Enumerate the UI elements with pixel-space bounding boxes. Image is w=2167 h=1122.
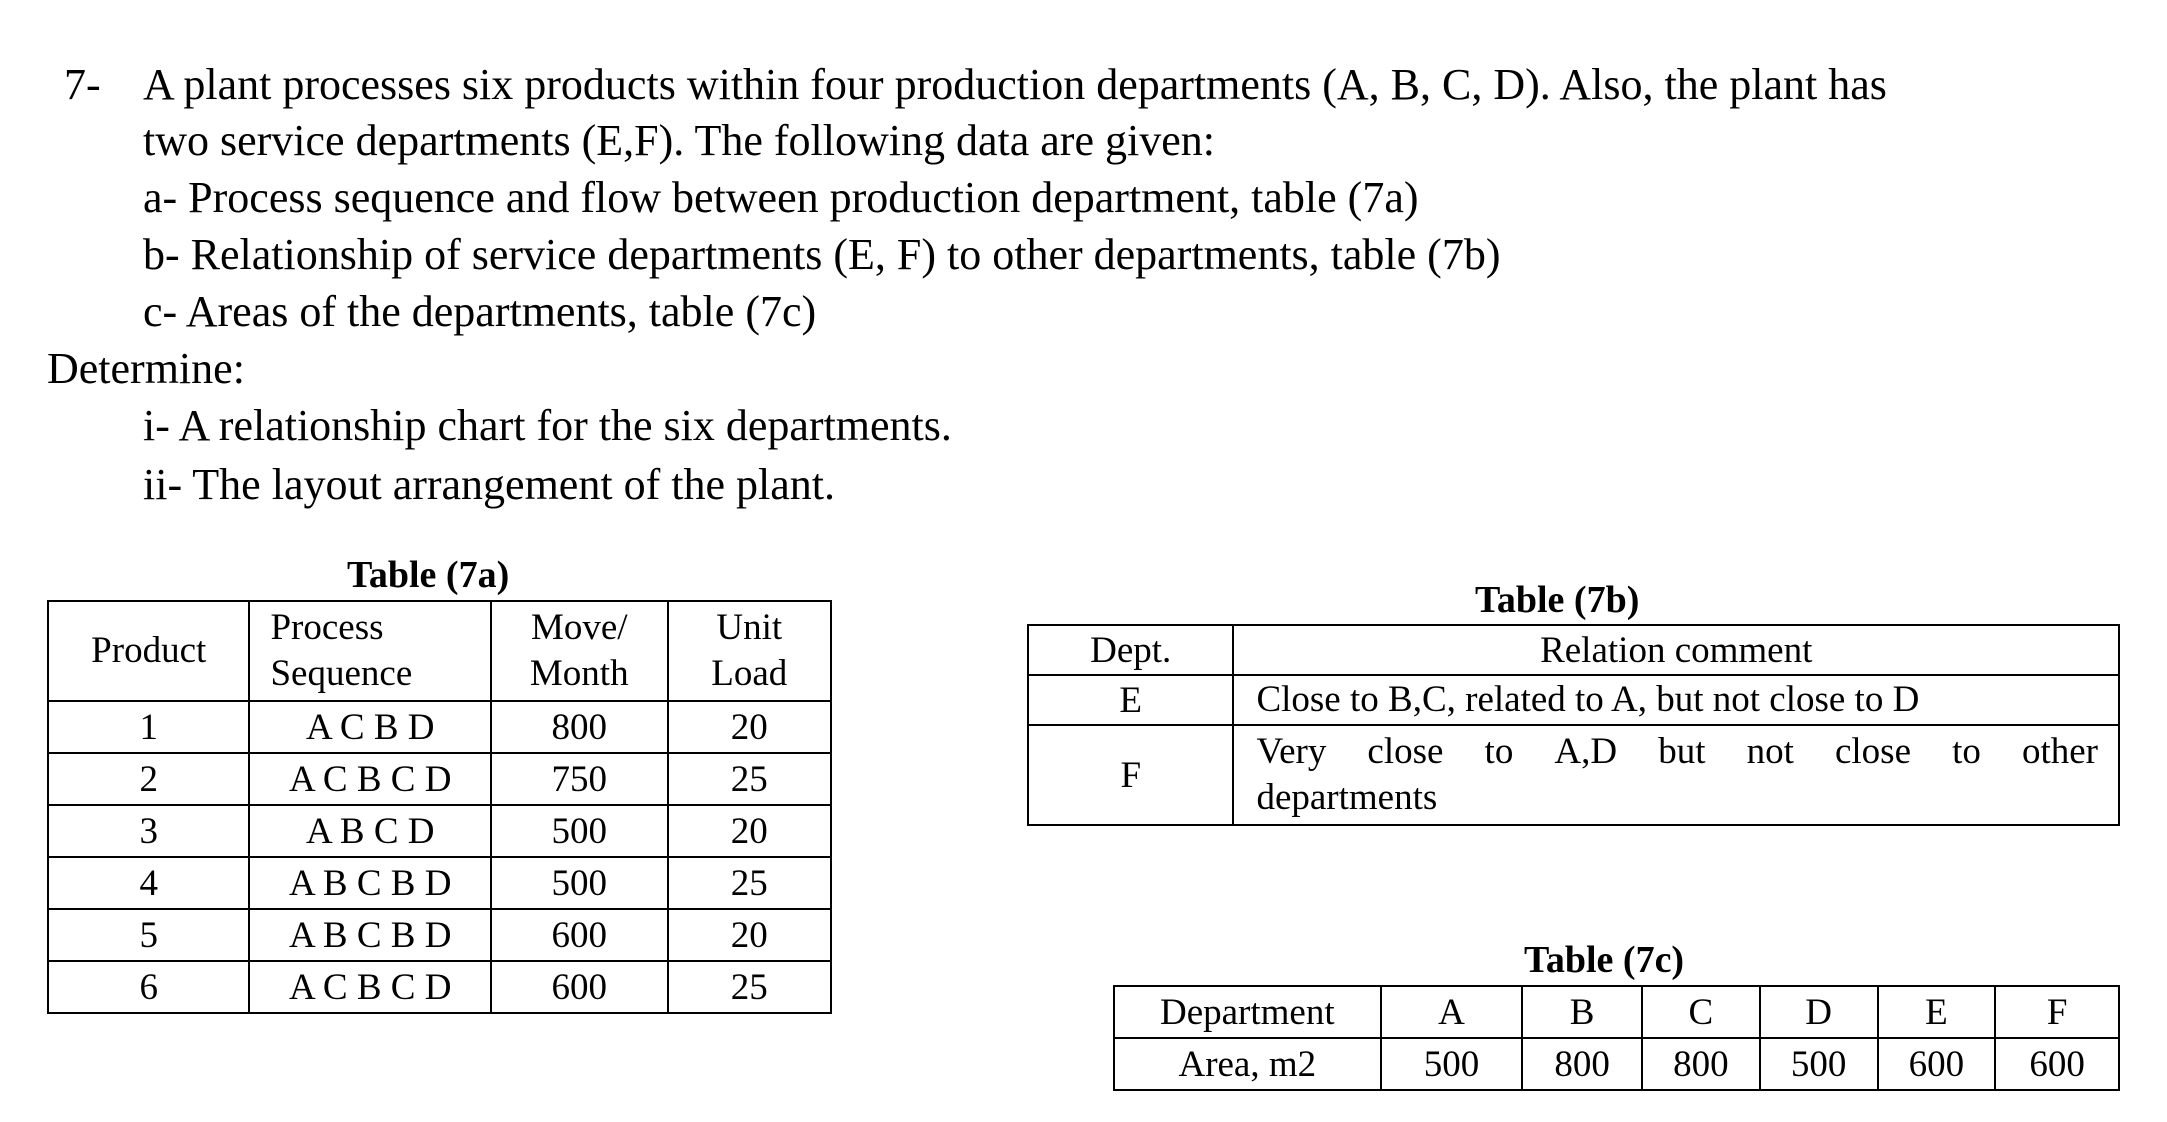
table-row [48,961,831,1013]
department-cell: D [1760,986,1878,1038]
task-ii: ii- The layout arrangement of the plant. [143,460,835,509]
sequence-cell: A B C B D [249,857,491,909]
header-move-line1: Move/ [530,607,628,648]
table-row [48,805,831,857]
area-cell: 600 [1878,1038,1996,1090]
department-row-label: Department [1114,986,1381,1038]
comment-line-2: departments [1256,777,1438,818]
header-unit-line2: Load [711,653,788,694]
department-cell: A [1381,986,1523,1038]
sequence-cell: A C B C D [249,753,491,805]
comment-word: A,D [1554,731,1618,772]
move-cell: 600 [491,961,668,1013]
move-cell: 800 [491,701,668,753]
product-cell: 4 [48,857,249,909]
header-process-line1: Process [270,607,384,648]
table-7a-caption: Table (7a) [347,554,510,596]
area-cell: 500 [1760,1038,1878,1090]
table-row [48,909,831,961]
unit-cell: 20 [668,805,832,857]
product-cell: 6 [48,961,249,1013]
comment-word: close [1367,731,1444,772]
determine-label: Determine: [47,344,245,393]
department-cell: F [1995,986,2119,1038]
comment-word: not [1746,731,1794,772]
table-7c [1113,985,2120,1091]
comment-word: to [1952,731,1981,772]
table-7b-header-row [1028,625,2119,675]
item-a: a- Process sequence and flow between production department, table (7a) [143,173,1419,222]
table-7c-area-row [1114,1038,2119,1090]
comment-word: but [1658,731,1706,772]
area-row-label: Area, m2 [1114,1038,1381,1090]
header-relation-comment: Relation comment [1233,625,2119,675]
table-7a [47,600,832,1014]
area-cell: 800 [1642,1038,1760,1090]
area-cell: 500 [1381,1038,1523,1090]
comment-word: close [1834,731,1911,772]
table-7b-caption: Table (7b) [1475,579,1640,621]
sequence-cell: A B C D [249,805,491,857]
comment-line-1 [1256,729,2098,775]
move-cell: 500 [491,857,668,909]
header-unit-line1: Unit [716,607,783,648]
table-row [1028,675,2119,725]
unit-cell: 25 [668,961,832,1013]
table-7c-department-row [1114,986,2119,1038]
product-cell: 1 [48,701,249,753]
area-cell: 600 [1995,1038,2119,1090]
table-row [48,857,831,909]
table-row [1028,725,2119,825]
item-c: c- Areas of the departments, table (7c) [143,287,817,336]
header-move-month [491,601,668,701]
move-cell: 600 [491,909,668,961]
unit-cell: 25 [668,857,832,909]
sequence-cell: A C B D [249,701,491,753]
table-row [48,753,831,805]
product-cell: 5 [48,909,249,961]
item-b: b- Relationship of service departments (E, F) to other departments, table (7b) [143,230,1501,279]
product-cell: 2 [48,753,249,805]
intro-line-1: A plant processes six products within four production departments (A, B, C, D). Also, the plant has [143,60,1887,109]
header-unit-load [668,601,832,701]
unit-cell: 20 [668,701,832,753]
area-cell: 800 [1522,1038,1642,1090]
question-number: 7- [64,60,101,109]
table-row [48,701,831,753]
product-cell: 3 [48,805,249,857]
unit-cell: 25 [668,753,832,805]
header-move-line2: Month [529,653,629,694]
comment-word: to [1484,731,1514,772]
header-process-sequence [249,601,491,701]
department-cell: E [1878,986,1996,1038]
sequence-cell: A B C B D [249,909,491,961]
dept-cell: E [1028,675,1233,725]
comment-cell [1233,725,2119,825]
department-cell: B [1522,986,1642,1038]
header-dept: Dept. [1028,625,1233,675]
table-7b [1027,624,2120,826]
header-process-line2: Sequence [270,653,413,694]
intro-line-2: two service departments (E,F). The following data are given: [143,116,1215,165]
dept-cell: F [1028,725,1233,825]
unit-cell: 20 [668,909,832,961]
table-7a-header-row [48,601,831,701]
comment-word: other [2021,731,2098,772]
move-cell: 500 [491,805,668,857]
department-cell: C [1642,986,1760,1038]
table-7c-caption: Table (7c) [1524,939,1685,981]
move-cell: 750 [491,753,668,805]
header-product: Product [48,601,249,701]
comment-cell: Close to B,C, related to A, but not close to D [1233,675,2119,725]
comment-word: Very [1256,731,1327,772]
task-i: i- A relationship chart for the six departments. [143,401,952,450]
sequence-cell: A C B C D [249,961,491,1013]
